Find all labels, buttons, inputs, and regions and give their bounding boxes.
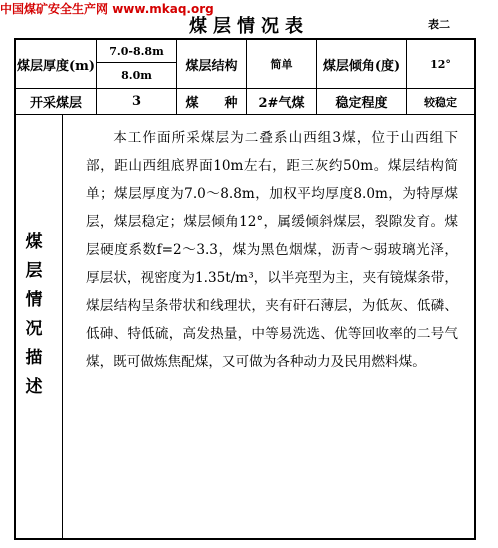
watermark-name: 中国煤矿安全生产网 <box>0 2 109 16</box>
thickness-average: 8.0m <box>121 69 152 82</box>
seam-value: 3 <box>131 94 142 109</box>
section-label-char: 煤 <box>25 232 43 252</box>
table-border-bottom <box>14 538 476 540</box>
section-label <box>14 228 54 402</box>
coal-type-value: 2#气煤 <box>258 96 305 111</box>
seam-label: 开采煤层 <box>29 96 82 111</box>
dip-label: 煤层倾角(度) <box>322 58 401 74</box>
section-label-char: 述 <box>25 377 43 397</box>
seam-description: 本工作面所采煤层为二叠系山西组3煤，位于山西组下部，距山西组底界面10m左右，距三灰约50m。煤层结构简单；煤层厚度为7.0～8.8m，加权平均厚度8.0m，为特厚煤层，煤层稳定；煤层倾角12°，属缓倾斜煤层，裂隙发育。煤层硬度系数f=2～3.3，煤为黑色烟煤，沥青～弱玻璃光泽，厚层状，视密度为1.35t/m³，以半亮型为主，夹有镜煤条带，煤层结构呈条带状和线理状，夹有矸石薄层，为低灰、低磷、低砷、特低硫，高发热量，中等易洗选、优等回收率的二号气煤，既可做炼焦配煤，又可做为各种动力及民用燃料煤。 <box>86 130 458 370</box>
dip-value: 12° <box>430 57 451 71</box>
page-title: 煤层情况表 <box>189 16 309 37</box>
stability-label: 稳定程度 <box>335 96 388 111</box>
stability-value: 较稳定 <box>424 95 457 109</box>
section-label-char: 况 <box>25 319 43 339</box>
thickness-label: 煤层厚度(m) <box>16 58 96 74</box>
thickness-range: 7.0-8.8m <box>109 44 164 58</box>
coal-type-label: 煤 种 <box>185 96 238 111</box>
structure-value: 简单 <box>270 58 293 71</box>
section-label-char: 描 <box>25 348 43 368</box>
section-label-char: 情 <box>25 290 43 310</box>
section-label-char: 层 <box>25 261 43 281</box>
table-number: 表二 <box>428 18 450 31</box>
section-col-line <box>62 115 63 539</box>
watermark-url: www.mkaq.org <box>112 2 214 16</box>
structure-label: 煤层结构 <box>185 58 238 74</box>
